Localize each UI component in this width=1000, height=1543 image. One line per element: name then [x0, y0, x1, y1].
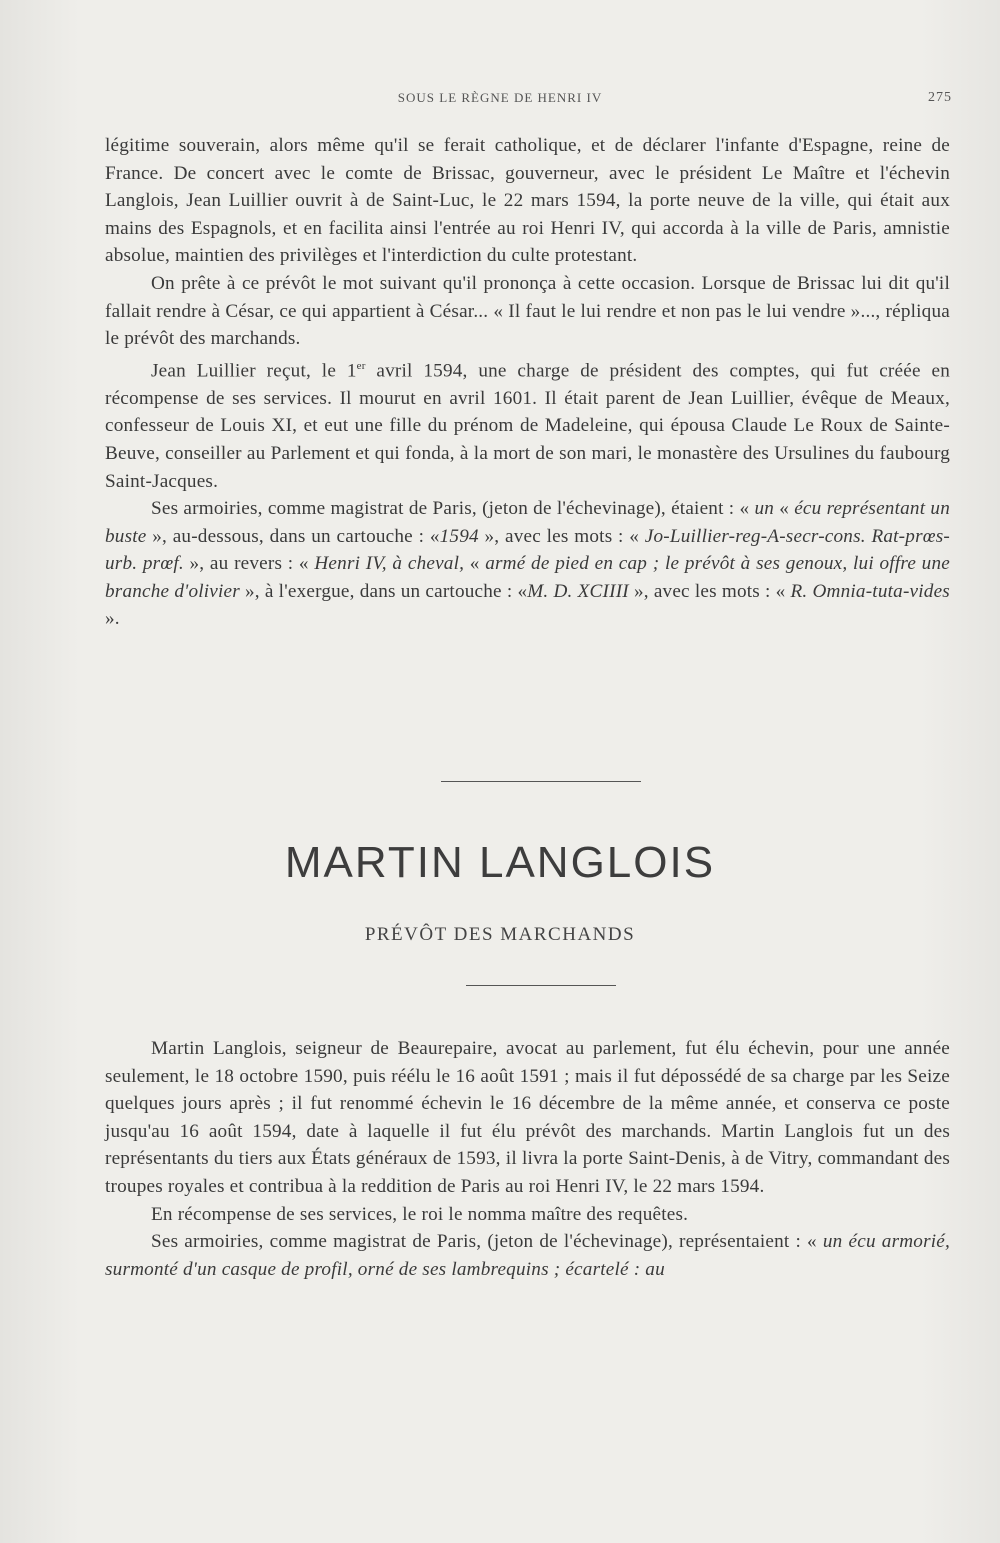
italic-run: écu représentant un buste [105, 498, 951, 547]
paragraph: légitime souverain, alors même qu'il se ferait catholique, et de déclarer l'infante d'Espagne, reine de France. De concert avec le comte de Brissac, gouverneur, avec le président Le Maître et l'échevin Langlois, Jean Luillier ouvrit à de Saint-Luc, le 22 mars 1594, la porte neuve de la ville, qui était aux mains des Espagnols, et en facilita ainsi l'entrée au roi Henri IV, qui accorda à la ville de Paris, amnistie absolue, maintien des privilèges et l'interdiction du culte protestant. [105, 135, 950, 267]
text-run: », avec les mots : « [478, 525, 645, 547]
text-run: « [464, 553, 486, 575]
paragraph: Martin Langlois, seigneur de Beaurepaire, avocat au parlement, fut élu échevin, pour une année seulement, le 18 octobre 1590, puis réélu le 16 août 1591 ; mais il fut dépossédé de sa charge par les Seize quelques jours après ; il fut renommé échevin le 16 décembre de la même année, et conserva ce poste jusqu'au 16 août 1594, date à laquelle il fut élu prévôt des marchands. Martin Langlois fut un des représentants du tiers aux États généraux de 1593, il livra la porte Saint-Denis, à de Vitry, commandant des troupes royales et contribua à la reddition de Paris au roi Henri IV, le 22 mars 1594. [105, 1038, 950, 1197]
italic-run: Henri IV, à cheval, [314, 553, 465, 575]
italic-run: Jo-Luillier-reg-A-secr-cons. Rat-prœs-urb. prœf. [105, 525, 950, 575]
section-divider [441, 781, 641, 782]
italic-run: M. D. XCIIII [527, 580, 629, 602]
text-run: Jean Luillier reçut, le 1 [151, 360, 357, 382]
paragraph-armoiries [105, 495, 950, 633]
text-run: « [774, 498, 795, 520]
italic-run: 1594 [439, 525, 479, 547]
text-run: avril 1594, une charge de président des comptes, qui fut créée en récompense de ses services. Il mourut en avril 1601. Il était parent de Jean Luillier, évêque de Meaux, confesseur de Louis XI, et eut une fille du prénom de Madeleine, qui épousa Claude Le Roux de Sainte-Beuve, conseiller au Parlement et qui fonda, à la mort de son mari, le monastère des Ursulines du faubourg Saint-Jacques. [105, 360, 950, 492]
paragraph: En récompense de ses services, le roi le nomma maître des requêtes. [151, 1203, 689, 1225]
text-run: », avec les mots : « [628, 580, 791, 602]
section-subtitle: PRÉVÔT DES MARCHANDS [364, 924, 636, 945]
text-run: ». [105, 608, 120, 630]
page-number: 275 [928, 90, 952, 105]
text-run: « [800, 1231, 823, 1253]
text-run: », au revers : « [183, 553, 315, 575]
paragraph: On prête à ce prévôt le mot suivant qu'il prononça à cette occasion. Lorsque de Brissac lui dit qu'il fallait rendre à César, ce qui appartient à César... « Il faut le lui rendre et non pas le lui vendre »..., répliqua le prévôt des marchands. [105, 272, 950, 350]
italic-run: R. Omnia-tuta-vides [790, 580, 950, 602]
running-title: SOUS LE RÈGNE DE HENRI IV [397, 90, 603, 105]
text-run: », à l'exergue, dans un cartouche : « [239, 580, 528, 602]
italic-run: un écu armorié, surmonté d'un casque de profil, orné de ses lambrequins ; écartelé : au [105, 1231, 951, 1280]
paragraph [105, 353, 950, 495]
langlois-text [105, 1035, 950, 1283]
text-run: », au-dessous, dans un cartouche : « [146, 525, 440, 547]
section-title: MARTIN LANGLOIS [284, 838, 716, 887]
text-run: Ses armoiries, comme magistrat de Paris, (jeton de l'échevinage), représentaient : [151, 1231, 801, 1253]
italic-run: armé de pied en cap ; le prévôt à ses genoux, lui offre une branche d'olivier [105, 553, 950, 602]
paragraph-armoiries [105, 1228, 950, 1283]
text-run: Ses armoiries, comme magistrat de Paris, (jeton de l'échevinage), étaient : « [151, 498, 755, 520]
title-divider [466, 985, 616, 986]
superscript: er [356, 359, 366, 372]
luillier-text [105, 132, 950, 633]
italic-run: un [754, 498, 775, 520]
